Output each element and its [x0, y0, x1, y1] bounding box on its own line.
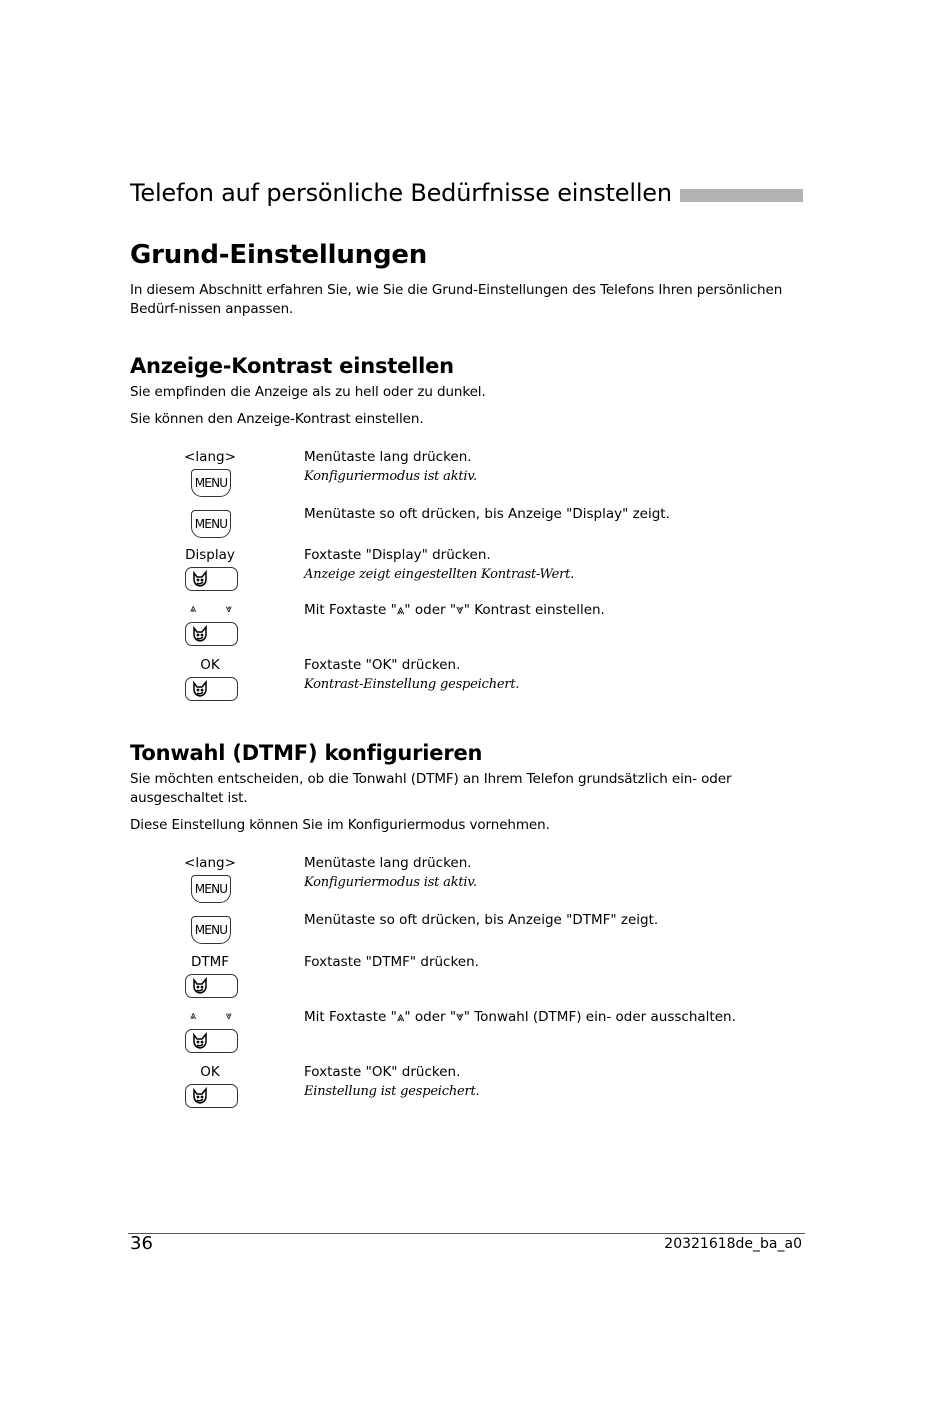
double-up-arrow-icon: ⩓: [190, 1009, 197, 1022]
arrow-labels: [190, 1009, 232, 1023]
menu-key-icon[interactable]: MENU: [191, 469, 231, 497]
contrast-heading: Anzeige-Kontrast einstellen: [130, 354, 454, 378]
step-text: [304, 601, 824, 620]
step-text: [304, 448, 824, 486]
step-label-display: Display: [185, 547, 235, 563]
step-text: [304, 854, 824, 892]
fox-face-icon: [191, 625, 209, 643]
step-label-lang: <lang>: [184, 855, 236, 871]
step-instruction: Mit Foxtaste "⩓" oder "⩔" Kontrast einstellen.: [304, 602, 605, 618]
fox-key-icon[interactable]: [185, 567, 238, 591]
fox-key-icon[interactable]: [185, 677, 238, 701]
intro-paragraph: In diesem Abschnitt erfahren Sie, wie Sie die Grund-Einstellungen des Telefons Ihren persönlichen Bedürf-nissen anpassen.: [130, 282, 783, 317]
step-label-ok: OK: [200, 657, 220, 673]
step-instruction: Menütaste lang drücken.: [304, 449, 472, 465]
fox-key-icon[interactable]: [185, 1029, 238, 1053]
step-note: Anzeige zeigt eingestellten Kontrast-Wert.: [304, 567, 575, 582]
double-up-arrow-icon: ⩓: [190, 602, 197, 615]
step-label-lang: <lang>: [184, 449, 236, 465]
step-text: [304, 546, 824, 584]
page-title: Grund-Einstellungen: [130, 240, 428, 270]
fox-face-icon: [191, 680, 209, 698]
fox-face-icon: [191, 1032, 209, 1050]
step-text: [304, 911, 824, 930]
step-instruction: Menütaste lang drücken.: [304, 855, 472, 871]
step-instruction: Menütaste so oft drücken, bis Anzeige "Display" zeigt.: [304, 506, 670, 522]
double-down-arrow-icon: ⩔: [225, 1009, 232, 1022]
step-instruction: Foxtaste "OK" drücken.: [304, 657, 461, 673]
step-instruction: Menütaste so oft drücken, bis Anzeige "DTMF" zeigt.: [304, 912, 659, 928]
dtmf-para-2: Diese Einstellung können Sie im Konfiguriermodus vornehmen.: [130, 817, 550, 833]
contrast-para-2: Sie können den Anzeige-Kontrast einstellen.: [130, 411, 424, 427]
chapter-title: Telefon auf persönliche Bedürfnisse einstellen: [130, 179, 672, 207]
step-text: [304, 1008, 824, 1027]
double-down-arrow-icon: ⩔: [225, 602, 232, 615]
step-note: Konfiguriermodus ist aktiv.: [304, 875, 477, 890]
step-text: [304, 953, 824, 972]
menu-key-icon[interactable]: MENU: [191, 510, 231, 538]
dtmf-heading: Tonwahl (DTMF) konfigurieren: [130, 741, 483, 765]
fox-key-icon[interactable]: [185, 622, 238, 646]
step-instruction: Mit Foxtaste "⩓" oder "⩔" Tonwahl (DTMF) ein- oder ausschalten.: [304, 1009, 736, 1025]
step-instruction: Foxtaste "DTMF" drücken.: [304, 954, 479, 970]
contrast-para-1: Sie empfinden die Anzeige als zu hell oder zu dunkel.: [130, 384, 486, 400]
footer-rule: [128, 1233, 805, 1234]
document-code: 20321618de_ba_a0: [664, 1236, 802, 1252]
fox-key-icon[interactable]: [185, 1084, 238, 1108]
fox-face-icon: [191, 977, 209, 995]
fox-face-icon: [191, 570, 209, 588]
step-label-ok: OK: [200, 1064, 220, 1080]
step-note: Konfiguriermodus ist aktiv.: [304, 469, 477, 484]
page-number: 36: [130, 1233, 153, 1254]
chapter-bar: [680, 189, 803, 202]
step-label-dtmf: DTMF: [190, 954, 230, 970]
menu-key-icon[interactable]: MENU: [191, 875, 231, 903]
dtmf-para-1: Sie möchten entscheiden, ob die Tonwahl (DTMF) an Ihrem Telefon grundsätzlich ein- oder ausgeschaltet ist.: [130, 771, 732, 806]
menu-key-icon[interactable]: MENU: [191, 916, 231, 944]
chapter-header: [130, 176, 803, 210]
arrow-labels: [190, 602, 232, 616]
step-instruction: Foxtaste "Display" drücken.: [304, 547, 491, 563]
fox-face-icon: [191, 1087, 209, 1105]
step-text: [304, 505, 824, 524]
step-text: [304, 1063, 824, 1101]
step-note: Einstellung ist gespeichert.: [304, 1084, 480, 1099]
step-note: Kontrast-Einstellung gespeichert.: [304, 677, 520, 692]
step-text: [304, 656, 824, 694]
fox-key-icon[interactable]: [185, 974, 238, 998]
step-instruction: Foxtaste "OK" drücken.: [304, 1064, 461, 1080]
